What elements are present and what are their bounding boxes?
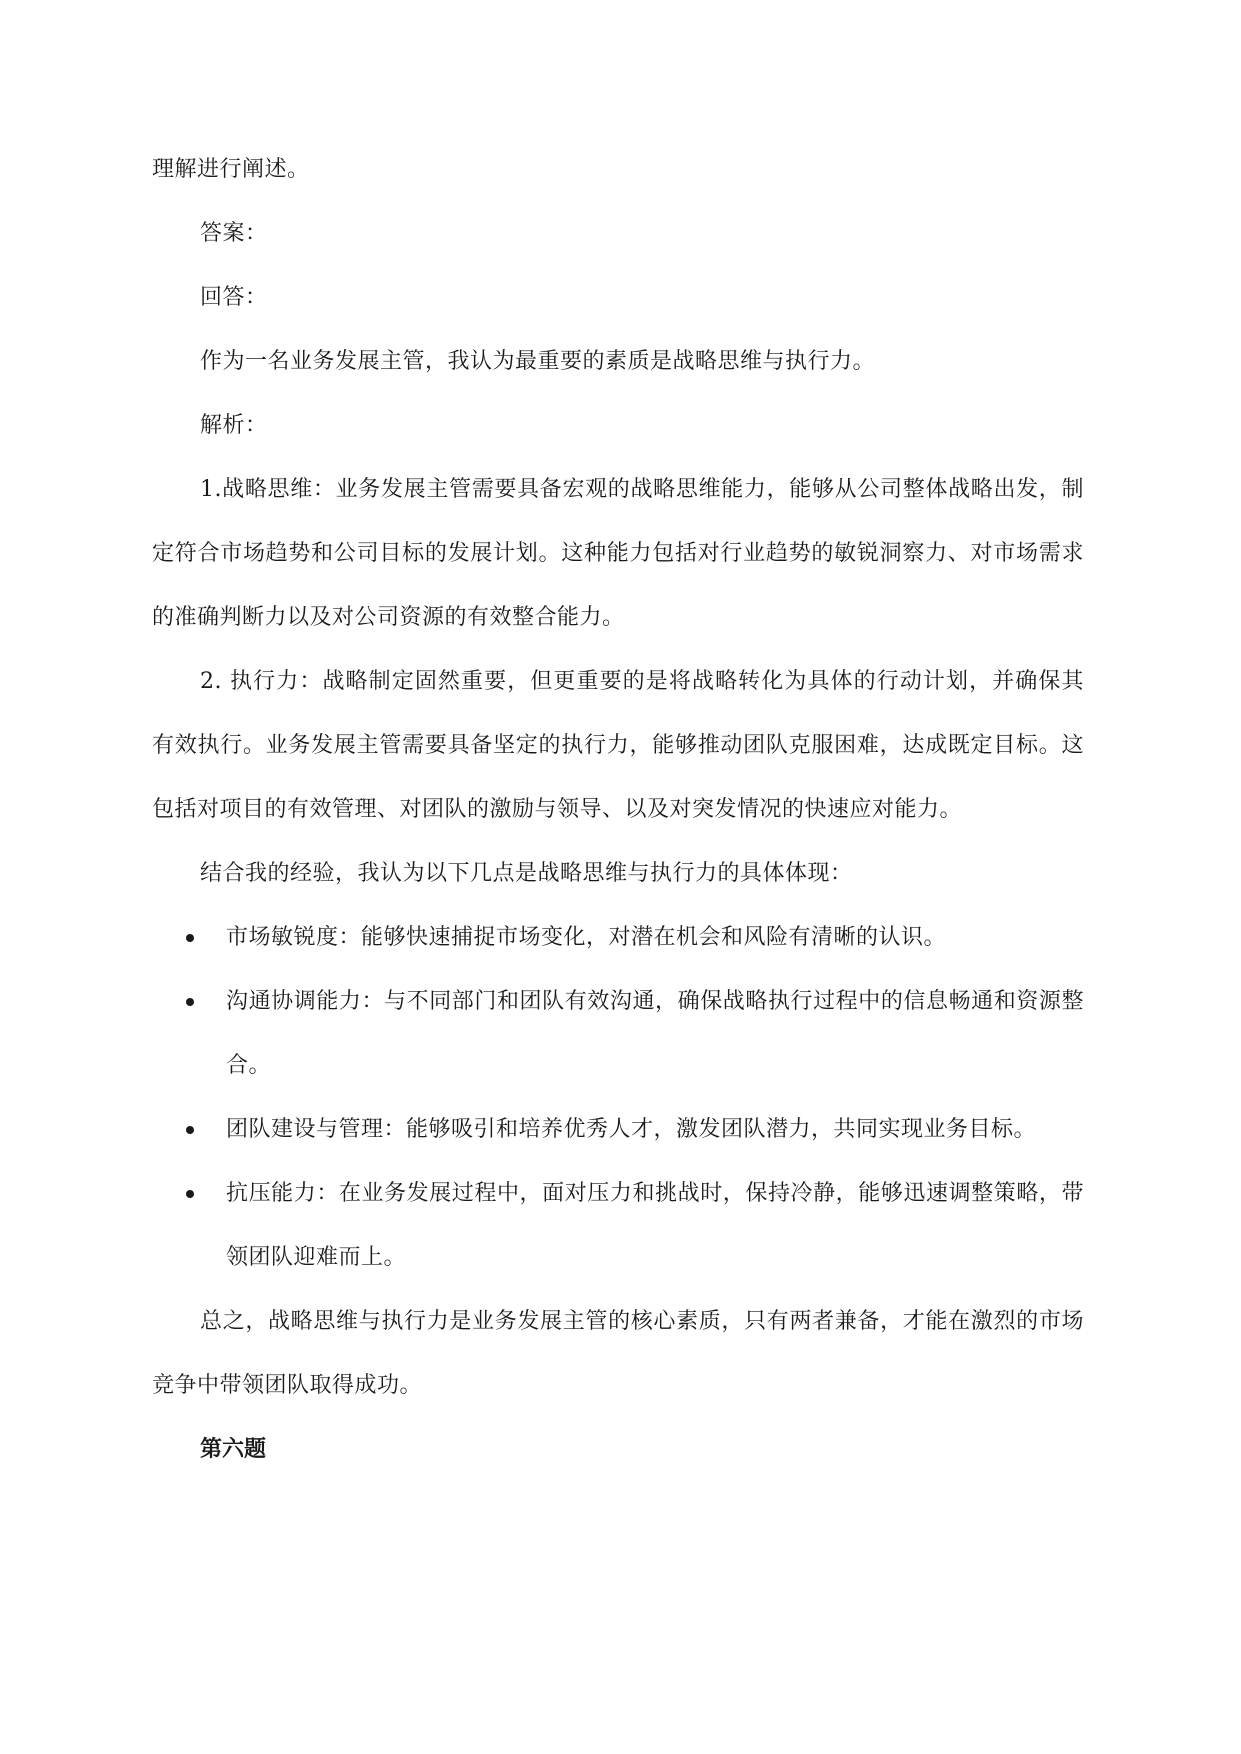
list-item-text: 团队建设与管理：能够吸引和培养优秀人才，激发团队潜力，共同实现业务目标。 (226, 1117, 1037, 1142)
list-item-text: 抗压能力：在业务发展过程中，面对压力和挑战时，保持冷静，能够迅速调整策略，带领团队迎难而上。 (226, 1181, 1084, 1270)
paragraph-thesis: 作为一名业务发展主管，我认为最重要的素质是战略思维与执行力。 (200, 349, 876, 374)
document-body (152, 138, 1084, 1482)
bullet-dot-icon (186, 1190, 194, 1198)
section-heading: 第六题 (200, 1437, 267, 1462)
list-item (152, 1098, 1084, 1162)
paragraph-conclusion: 总之，战略思维与执行力是业务发展主管的核心素质，只有两者兼备，才能在激烈的市场竞争中带领团队取得成功。 (152, 1309, 1084, 1398)
paragraph-continuation: 理解进行阐述。 (152, 157, 310, 182)
paragraph-strategic-thinking: 1.战略思维：业务发展主管需要具备宏观的战略思维能力，能够从公司整体战略出发，制定符合市场趋势和公司目标的发展计划。这种能力包括对行业趋势的敏锐洞察力、对市场需求的准确判断力以及对公司资源的有效整合能力。 (152, 477, 1084, 630)
answer-label: 答案： (200, 221, 268, 246)
list-item-text: 市场敏锐度：能够快速捕捉市场变化，对潜在机会和风险有清晰的认识。 (226, 925, 947, 950)
bullet-dot-icon (186, 998, 194, 1006)
list-item (152, 970, 1084, 1098)
list-item-text: 沟通协调能力：与不同部门和团队有效沟通，确保战略执行过程中的信息畅通和资源整合。 (226, 989, 1084, 1078)
bullet-list (152, 906, 1084, 1290)
list-item (152, 1162, 1084, 1290)
analysis-label: 解析： (200, 413, 268, 438)
list-item (152, 906, 1084, 970)
paragraph-execution: 2. 执行力：战略制定固然重要，但更重要的是将战略转化为具体的行动计划，并确保其有效执行。业务发展主管需要具备坚定的执行力，能够推动团队克服困难，达成既定目标。这包括对项目的有效管理、对团队的激励与领导、以及对突发情况的快速应对能力。 (152, 669, 1084, 822)
bullet-dot-icon (186, 934, 194, 942)
paragraph-experience-intro: 结合我的经验，我认为以下几点是战略思维与执行力的具体体现： (200, 861, 853, 886)
response-label: 回答： (200, 285, 268, 310)
bullet-dot-icon (186, 1126, 194, 1134)
